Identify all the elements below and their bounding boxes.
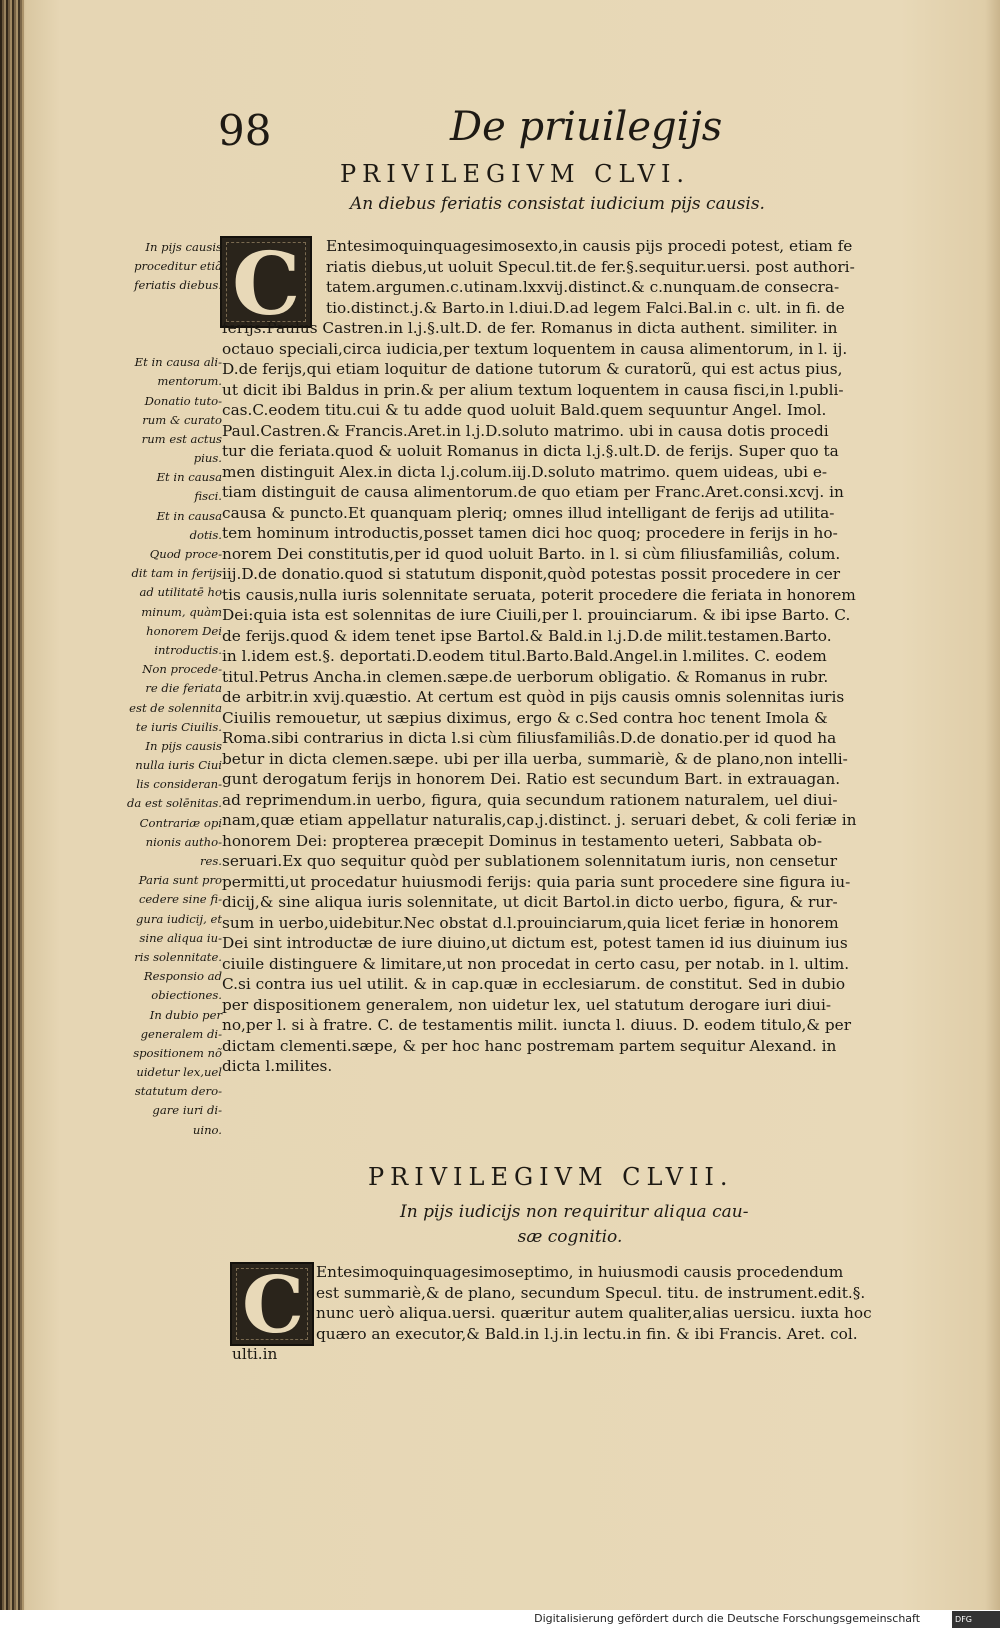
text-line: Dei sint introductæ de iure diuino,ut dictum est, potest tamen id ius diuinum ius: [222, 934, 848, 952]
text-line: D.de ferijs,qui etiam loquitur de datione tutorum & curatorũ, qui est actus pius,: [222, 360, 843, 378]
margin-note-line: dotis.: [189, 527, 222, 542]
margin-note-line: pius.: [193, 451, 222, 466]
margin-note-line: gare iuri di-: [152, 1103, 222, 1118]
margin-note-line: Donatio tuto-: [144, 393, 222, 408]
margin-note-line: uino.: [192, 1122, 222, 1137]
text-line: de arbitr.in xvij.quæstio. At certum est quòd in pijs causis omnis solennitas iuris: [222, 688, 845, 706]
dfg-logo: DFG: [952, 1611, 1000, 1628]
text-line: ad reprimendum.in uerbo, figura, quia secundum rationem naturalem, uel diui-: [222, 790, 838, 809]
text-line: tatem.argumen.c.utinam.lxxvij.distinct.& c.nunquam.de consecra-: [326, 278, 840, 296]
privilege-title: PRIVILEGIVM CLVI.: [340, 160, 691, 188]
text-line: ulti.in: [232, 1345, 278, 1363]
initial-letter: C: [242, 1262, 305, 1346]
text-line: C.si contra ius uel utilit. & in cap.quæ in ecclesiarum. de constitut. Sed in dubio: [222, 975, 846, 993]
margin-note-line: sine aliqua iu-: [139, 930, 222, 945]
folio-number: 98: [218, 106, 272, 155]
margin-note-line: rum & curato: [142, 412, 222, 427]
margin-note-line: introductis.: [154, 642, 222, 657]
margin-note-line: spositionem nõ: [133, 1045, 222, 1060]
text-line: tur die feriata.quod & uoluit Romanus in dicta l.j.§.ult.D. de ferijs. Super quo ta: [222, 442, 839, 460]
subtitle-line: In pijs iudicijs non requiritur aliqua cau-: [400, 1202, 749, 1222]
text-line: permitti,ut procedatur huiusmodi ferijs: quia paria sunt procedere sine figura iu-: [222, 872, 851, 891]
text-line: norem Dei constitutis,per id quod uoluit Barto. in l. si cùm filiusfamiliâs, colum.: [222, 544, 841, 563]
margin-note-line: re die feriata: [145, 681, 222, 696]
text-line: causa & puncto.Et quanquam pleriq; omnes illud intelligant de ferijs ad utilita-: [222, 503, 835, 522]
margin-note-line: In dubio per: [149, 1007, 222, 1022]
margin-note-line: ad utilitatē ho: [139, 585, 222, 600]
margin-note-line: ris solennitate.: [134, 949, 222, 964]
margin-note-line: rum est actus: [141, 431, 222, 446]
text-line: nam,quæ etiam appellatur naturalis,cap.j.distinct. j. seruari debet, & coli feriæ in: [222, 811, 857, 829]
margin-note-line: gura iudicij, et: [135, 911, 222, 926]
margin-note-line: nulla iuris Ciui: [135, 758, 222, 773]
margin-note-line: In pijs causis: [145, 738, 222, 753]
margin-note-line: Et in causa ali-: [134, 355, 222, 370]
margin-note-line: honorem Dei: [146, 623, 222, 638]
margin-note-line: [118, 334, 222, 353]
text-line: quæro an executor,& Bald.in l.j.in lectu.in fin. & ibi Francis. Aret. col.: [316, 1324, 858, 1343]
footer-text: Digitalisierung gefördert durch die Deutsche Forschungsgemeinschaft: [534, 1612, 921, 1625]
margin-note-line: Contrariæ opi: [139, 815, 222, 830]
margin-note-line: te iuris Ciuilis.: [135, 719, 222, 734]
text-line: tiam distinguit de causa alimentorum.de quo etiam per Franc.Aret.consi.xcvj. in: [222, 483, 844, 501]
text-line: dicta l.milites.: [222, 1057, 333, 1075]
text-line: Ciuilis remouetur, ut sæpius diximus, ergo & c.Sed contra hoc tenent Imola &: [222, 708, 828, 727]
text-line: ferijs.Paulus Castren.in l.j.§.ult.D. de fer. Romanus in dicta authent. similiter. in: [222, 319, 838, 337]
text-line: no,per l. si à fratre. C. de testamentis milit. iuncta l. diuus. D. eodem titulo,& per: [222, 1016, 852, 1034]
subtitle-line: sæ cognitio.: [517, 1227, 623, 1247]
text-line: men distinguit Alex.in dicta l.j.colum.iij.D.soluto matrimo. quem uideas, ubi e-: [222, 462, 828, 481]
text-line: est summariè,& de plano, secundum Specul. titu. de instrument.edit.§.: [316, 1283, 866, 1302]
margin-note-line: Quod proce-: [149, 547, 222, 561]
privilege-subtitle: [400, 1200, 749, 1250]
margin-note-line: [118, 296, 222, 315]
margin-note-line: dit tam in ferijs: [131, 566, 222, 581]
initial-letter: C: [232, 236, 301, 328]
margin-notes: [118, 238, 222, 1140]
text-line: octauo speciali,circa iudicia,per textum loquentem in causa alimentorum, in l. ij.: [222, 339, 848, 358]
text-line: tis causis,nulla iuris solennitate seruata, poterit procedere die feriata in honorem: [222, 585, 856, 604]
margin-note-line: [118, 315, 222, 334]
text-line: Paul.Castren.& Francis.Aret.in l.j.D.soluto matrimo. ubi in causa dotis procedi: [222, 421, 829, 440]
text-line: tio.distinct.j.& Barto.in l.diui.D.ad legem Falci.Bal.in c. ult. in fi. de: [326, 298, 845, 317]
margin-note-line: Non procede-: [142, 662, 222, 677]
text-line: dictam clementi.sæpe, & per hoc hanc postremam partem sequitur Alexand. in: [222, 1036, 837, 1055]
text-line: titul.Petrus Ancha.in clemen.sæpe.de uerborum obligatio. & Romanus in rubr.: [222, 667, 829, 686]
margin-note-line: Et in causa: [156, 470, 222, 485]
margin-note-line: uidetur lex,uel: [136, 1065, 222, 1080]
margin-note-line: mentorum.: [157, 374, 222, 389]
text-line: riatis diebus,ut uoluit Specul.tit.de fer.§.sequitur.uersi. post authori-: [326, 257, 855, 276]
margin-note-line: lis consideran-: [136, 777, 222, 792]
margin-note-line: Paria sunt pro: [138, 873, 222, 888]
text-line: iij.D.de donatio.quod si statutum disponit,quòd potestas possit procedere in cer: [222, 565, 841, 583]
text-line: Roma.sibi contrarius in dicta l.si cùm filiusfamiliâs.D.de donatio.per id quod ha: [222, 729, 837, 747]
text-line: de ferijs.quod & idem tenet ipse Bartol.& Bald.in l.j.D.de milit.testamen.Barto.: [222, 626, 832, 645]
margin-note-line: fisci.: [194, 489, 222, 504]
margin-note-line: statutum dero-: [134, 1084, 222, 1099]
running-head: De priuilegijs: [450, 104, 723, 150]
margin-note-line: feriatis diebus.: [134, 278, 222, 293]
text-line: dicij,& sine aliqua iuris solennitate, ut dicit Bartol.in dicto uerbo, figura, & rur-: [222, 893, 838, 911]
margin-note-line: minum, quàm: [141, 604, 222, 619]
text-line: tem hominum introductis,posset tamen dici hoc quoq; procedere in ferijs in ho-: [222, 524, 838, 542]
margin-note-line: proceditur etiã: [134, 259, 222, 274]
text-line: betur in dicta clemen.sæpe. ubi per illa uerba, summariè, & de plano,non intelli-: [222, 749, 848, 768]
margin-note-line: generalem di-: [140, 1026, 222, 1041]
margin-note-line: nionis autho-: [145, 834, 222, 849]
margin-note-line: res.: [199, 854, 222, 868]
text-line: per dispositionem generalem, non uidetur lex, uel statutum derogare iuri diui-: [222, 995, 832, 1014]
text-line: Dei:quia ista est solennitas de iure Ciuili,per l. prouinciarum. & ibi ipse Barto. C.: [222, 606, 851, 624]
margin-note-line: da est solēnitas.: [126, 796, 222, 811]
text-line: honorem Dei: propterea præcepit Dominus in testamento ueteri, Sabbata ob-: [222, 831, 823, 850]
text-line: sum in uerbo,uidebitur.Nec obstat d.l.prouinciarum,quia licet feriæ in honorem: [222, 913, 839, 932]
text-line: seruari.Ex quo sequitur quòd per sublationem solennitatum iuris, non censetur: [222, 852, 838, 870]
text-line: ut dicit ibi Baldus in prin.& per alium textum loquentem in causa fisci,in l.publi-: [222, 380, 844, 399]
privilege-subtitle: An diebus feriatis consistat iudicium pijs causis.: [350, 194, 765, 214]
text-line: Entesimoquinquagesimosexto,in causis pijs procedi potest, etiam fe: [326, 237, 853, 255]
text-line: nunc uerò aliqua.uersi. quæritur autem qualiter,alias uersicu. iuxta hoc: [316, 1304, 872, 1322]
book-spine: [0, 0, 24, 1628]
margin-note-line: est de solennita: [129, 700, 222, 715]
margin-note-line: obiectiones.: [151, 988, 222, 1003]
margin-note-line: Et in causa: [156, 508, 222, 523]
digitization-footer: [0, 1610, 1000, 1628]
margin-note-line: cedere sine fi-: [138, 892, 222, 907]
privilege-body-text: [222, 236, 882, 1077]
text-line: gunt derogatum ferijs in honorem Dei. Ratio est secundum Bart. in extrauagan.: [222, 770, 841, 788]
privilege-body-text: [232, 1262, 892, 1365]
text-line: ciuile distinguere & limitare,ut non procedat in certo casu, per notab. in l. ultim.: [222, 954, 850, 973]
privilege-title: PRIVILEGIVM CLVII.: [368, 1163, 734, 1191]
margin-note-line: In pijs causis: [145, 240, 222, 254]
text-line: Entesimoquinquagesimoseptimo, in huiusmodi causis procedendum: [316, 1263, 844, 1281]
text-line: cas.C.eodem titu.cui & tu adde quod uoluit Bald.quem sequuntur Angel. Imol.: [222, 401, 827, 419]
margin-note-line: Responsio ad: [143, 969, 222, 984]
text-line: in l.idem est.§. deportati.D.eodem titul.Barto.Bald.Angel.in l.milites. C. eodem: [222, 647, 827, 665]
